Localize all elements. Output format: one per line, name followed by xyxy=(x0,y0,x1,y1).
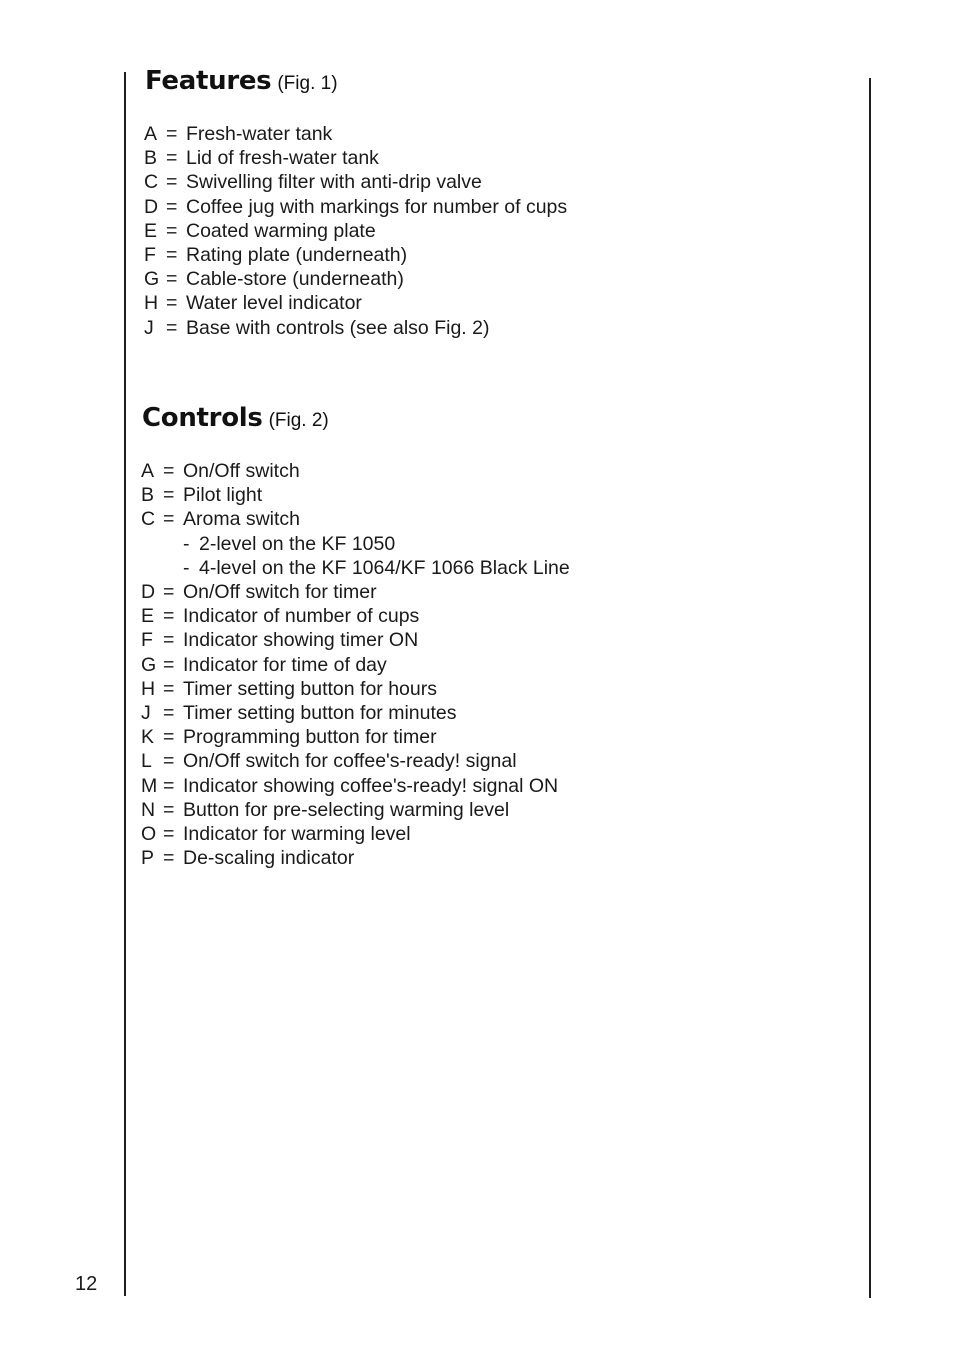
sub-item-text: 4-level on the KF 1064/KF 1066 Black Line xyxy=(199,556,570,579)
item-letter: G xyxy=(144,268,160,291)
item-text: Indicator showing coffee's-ready! signal ON xyxy=(183,774,559,797)
list-item: B = Lid of fresh-water tank xyxy=(144,147,379,170)
item-letter: E xyxy=(144,219,158,242)
sub-list-item: - 2-level on the KF 1050 xyxy=(183,532,396,555)
list-item: E = Indicator of number of cups xyxy=(141,605,420,628)
list-item: P = De-scaling indicator xyxy=(141,847,355,870)
list-item: K = Programming button for timer xyxy=(141,726,437,749)
item-text: Lid of fresh-water tank xyxy=(186,147,379,170)
list-item: A = Fresh-water tank xyxy=(144,123,333,145)
item-text: Indicator for warming level xyxy=(183,823,411,846)
list-item: G = Indicator for time of day xyxy=(141,653,387,676)
left-margin-rule xyxy=(124,72,126,1296)
page-number: 12 xyxy=(75,1273,98,1295)
item-text: Base with controls (see also Fig. 2) xyxy=(186,316,490,339)
list-item: H = Water level indicator xyxy=(144,292,362,315)
item-text: Timer setting button for hours xyxy=(183,677,437,700)
list-item: N = Button for pre-selecting warming level xyxy=(141,798,510,821)
controls-title: Controls xyxy=(142,403,263,433)
list-item: J = Timer setting button for minutes xyxy=(141,702,457,725)
sub-item-text: 2-level on the KF 1050 xyxy=(199,532,396,555)
item-text: Indicator showing timer ON xyxy=(183,629,419,652)
list-item: F = Rating plate (underneath) xyxy=(144,244,408,267)
list-item: A = On/Off switch xyxy=(141,460,300,482)
item-letter: O xyxy=(141,823,157,846)
item-text: Fresh-water tank xyxy=(186,123,333,145)
list-item: B = Pilot light xyxy=(141,484,263,507)
item-letter: P xyxy=(141,847,155,870)
item-letter: K xyxy=(141,726,155,749)
right-margin-rule xyxy=(869,78,871,1298)
list-item: F = Indicator showing timer ON xyxy=(141,629,419,652)
item-text: On/Off switch for timer xyxy=(183,581,377,604)
item-letter: H xyxy=(144,292,159,315)
list-item: H = Timer setting button for hours xyxy=(141,677,437,700)
item-text: On/Off switch xyxy=(183,460,300,482)
list-item: M = Indicator showing coffee's-ready! signal ON xyxy=(141,774,559,797)
list-item: E = Coated warming plate xyxy=(144,219,376,242)
item-letter: J xyxy=(144,316,154,339)
controls-fig-ref: (Fig. 2) xyxy=(268,410,329,431)
item-letter: A xyxy=(144,123,158,145)
item-letter: B xyxy=(144,147,158,170)
item-text: Indicator of number of cups xyxy=(183,605,420,628)
list-item: C = Aroma switch xyxy=(141,508,301,531)
item-letter: F xyxy=(141,629,153,652)
item-text: De-scaling indicator xyxy=(183,847,355,870)
item-letter: N xyxy=(141,798,156,821)
list-item: G = Cable-store (underneath) xyxy=(144,268,404,291)
list-item: L = On/Off switch for coffee's-ready! signal xyxy=(141,750,517,773)
list-item: C = Swivelling filter with anti-drip valve xyxy=(144,171,482,194)
item-text: Cable-store (underneath) xyxy=(186,268,404,291)
item-letter: F xyxy=(144,244,156,267)
item-text: Pilot light xyxy=(183,484,263,507)
item-text: Aroma switch xyxy=(183,508,301,531)
features-heading xyxy=(145,66,338,96)
item-letter: J xyxy=(141,702,151,725)
features-list xyxy=(144,122,567,340)
item-text: Timer setting button for minutes xyxy=(183,702,457,725)
item-letter: D xyxy=(144,195,159,218)
features-fig-ref: (Fig. 1) xyxy=(277,73,338,94)
features-title: Features xyxy=(145,66,272,96)
item-text: Swivelling filter with anti-drip valve xyxy=(186,171,482,194)
item-text: Coated warming plate xyxy=(186,219,376,242)
item-letter: L xyxy=(141,750,152,773)
item-text: Water level indicator xyxy=(186,292,362,315)
item-letter: G xyxy=(141,653,157,676)
item-letter: A xyxy=(141,460,155,482)
item-letter: C xyxy=(141,508,156,531)
item-text: Indicator for time of day xyxy=(183,653,387,676)
item-text: Programming button for timer xyxy=(183,726,437,749)
item-letter: D xyxy=(141,581,156,604)
list-item: J = Base with controls (see also Fig. 2) xyxy=(144,316,490,339)
sub-list-item: - 4-level on the KF 1064/KF 1066 Black Line xyxy=(183,556,570,579)
item-letter: E xyxy=(141,605,155,628)
item-text: Rating plate (underneath) xyxy=(186,244,408,267)
item-text: Button for pre-selecting warming level xyxy=(183,798,510,821)
item-text: Coffee jug with markings for number of cups xyxy=(186,195,568,218)
item-text: On/Off switch for coffee's-ready! signal xyxy=(183,750,517,773)
list-item: D = Coffee jug with markings for number of cups xyxy=(144,195,568,218)
item-letter: H xyxy=(141,677,156,700)
list-item: O = Indicator for warming level xyxy=(141,823,411,846)
item-letter: B xyxy=(141,484,155,507)
controls-list xyxy=(141,459,570,870)
list-item: D = On/Off switch for timer xyxy=(141,581,377,604)
controls-heading xyxy=(142,403,329,433)
item-letter: C xyxy=(144,171,159,194)
item-letter: M xyxy=(141,774,158,797)
